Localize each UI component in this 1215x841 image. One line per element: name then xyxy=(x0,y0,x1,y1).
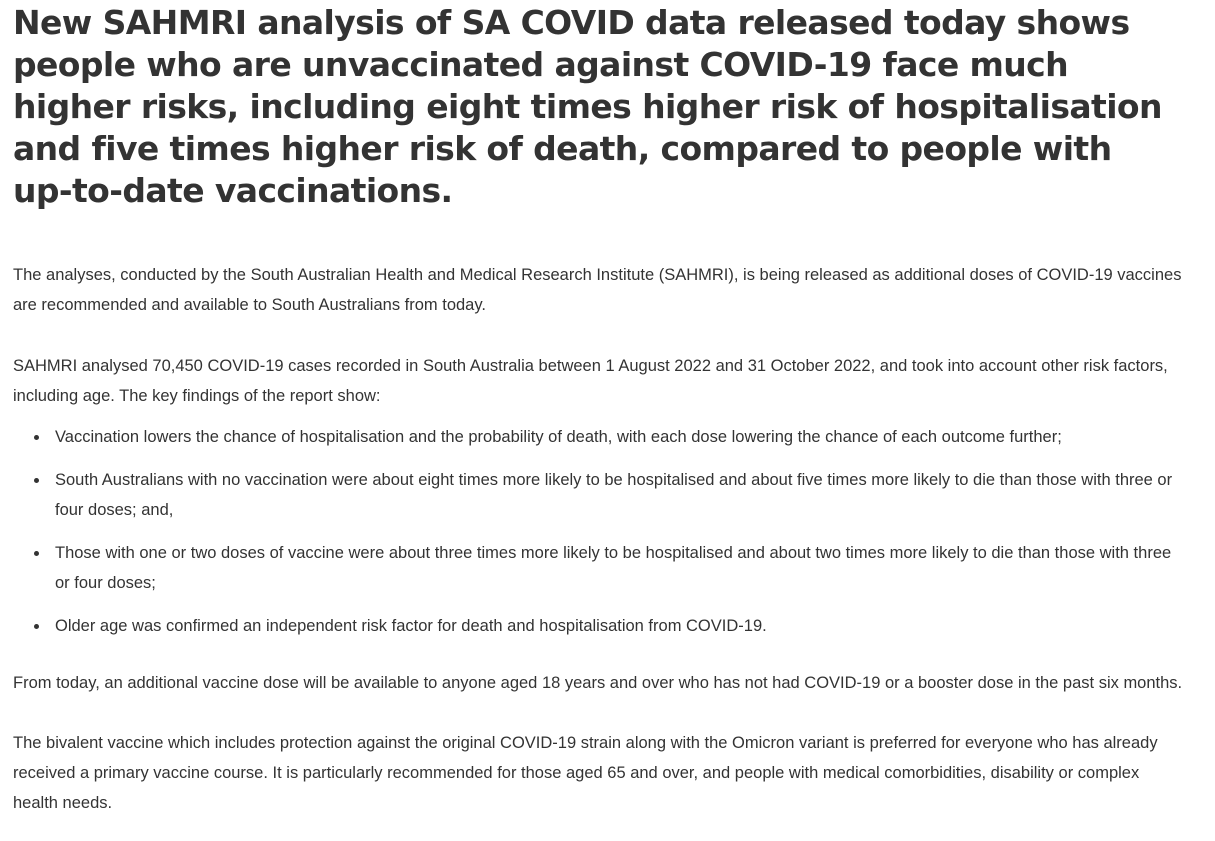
article-headline: New SAHMRI analysis of SA COVID data released today shows people who are unvaccinated against COVID-19 face much higher risks, including eight times higher risk of hospitalisation and five times higher risk of death, compared to people with up-to-date vaccinations. xyxy=(13,3,1162,210)
key-findings-list xyxy=(13,422,1193,641)
finding-item: Those with one or two doses of vaccine were about three times more likely to be hospitalised and about two times more likely to die than those with three or four doses; xyxy=(55,538,1180,598)
article xyxy=(13,0,1193,818)
finding-item: Vaccination lowers the chance of hospitalisation and the probability of death, with each dose lowering the chance of each outcome further; xyxy=(55,422,1180,452)
analysis-paragraph: SAHMRI analysed 70,450 COVID-19 cases recorded in South Australia between 1 August 2022 and 31 October 2022, and took into account other risk factors, including age. The key findings of the report show: xyxy=(13,357,1168,405)
additional-dose-paragraph: From today, an additional vaccine dose will be available to anyone aged 18 years and over who has not had COVID-19 or a booster dose in the past six months. xyxy=(13,674,1183,692)
bivalent-vaccine-paragraph: The bivalent vaccine which includes protection against the original COVID-19 strain along with the Omicron variant is preferred for everyone who has already received a primary vaccine course. It is particularly recommended for those aged 65 and over, and people with medical comorbidities, disability or complex health needs. xyxy=(13,734,1158,812)
finding-item: Older age was confirmed an independent risk factor for death and hospitalisation from COVID-19. xyxy=(55,611,1180,641)
intro-paragraph: The analyses, conducted by the South Australian Health and Medical Research Institute (SAHMRI), is being released as additional doses of COVID-19 vaccines are recommended and available to South Australians from today. xyxy=(13,266,1182,314)
finding-item: South Australians with no vaccination were about eight times more likely to be hospitalised and about five times more likely to die than those with three or four doses; and, xyxy=(55,465,1180,525)
